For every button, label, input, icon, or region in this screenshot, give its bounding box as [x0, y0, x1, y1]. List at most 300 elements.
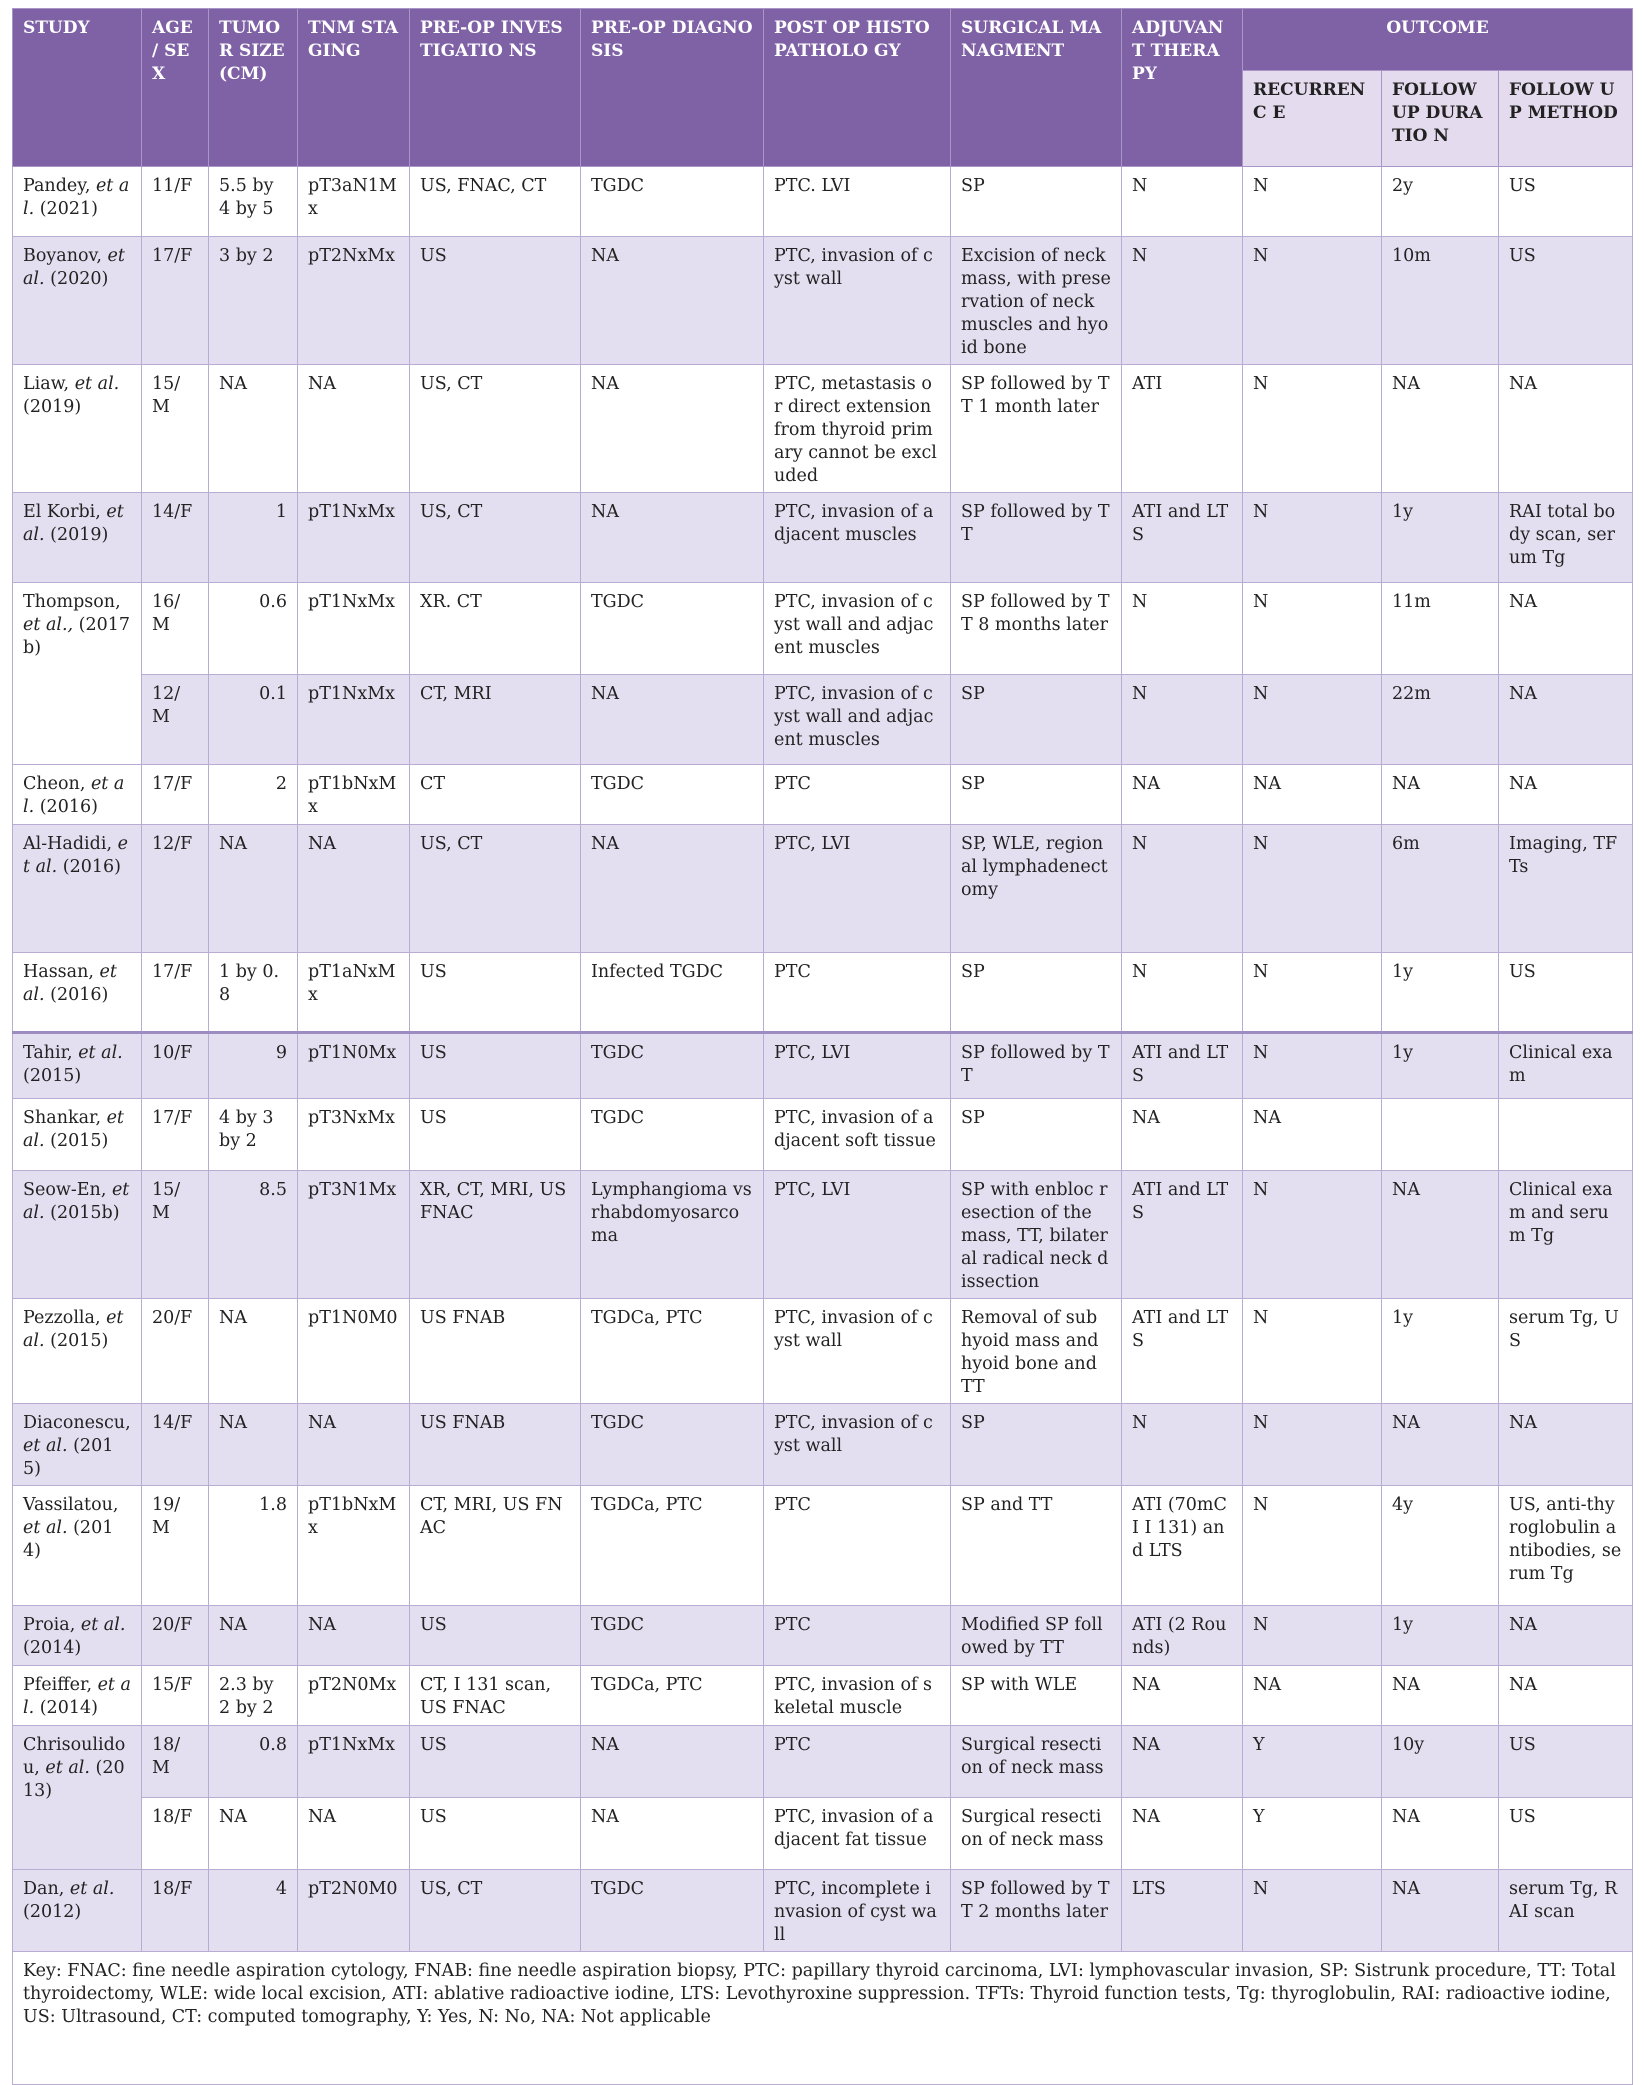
cell-preop-investigations: US, CT [410, 825, 581, 953]
cell-follow-up-method: NA [1499, 365, 1633, 493]
cell-study [13, 1404, 142, 1486]
study-author: Liaw, [23, 374, 75, 394]
cell-recurrence: N [1243, 583, 1382, 675]
study-et-al: et al. [23, 1675, 131, 1718]
cell-surgical-management: SP, WLE, regional lymphadenectomy [951, 825, 1122, 953]
cell-follow-up-method: US [1499, 237, 1633, 365]
cell-preop-investigations: US [410, 1033, 581, 1099]
cell-surgical-management: SP [951, 765, 1122, 825]
cell-follow-up-duration: 1y [1382, 953, 1499, 1033]
cell-surgical-management: SP [951, 167, 1122, 237]
table-row [13, 167, 1633, 237]
cell-follow-up-duration: 1y [1382, 1033, 1499, 1099]
cell-follow-up-duration: NA [1382, 1798, 1499, 1870]
cell-recurrence: N [1243, 493, 1382, 583]
cell-follow-up-method: US [1499, 1726, 1633, 1798]
cell-follow-up-method: serum Tg, US [1499, 1299, 1633, 1404]
cell-surgical-management: Surgical resection of neck mass [951, 1798, 1122, 1870]
cell-adjuvant-therapy: N [1122, 583, 1243, 675]
cell-tnm-staging: pT3aN1Mx [298, 167, 410, 237]
study-et-al: et al. [74, 374, 120, 394]
cell-age-sex: 18/F [142, 1798, 209, 1870]
cell-postop-histopathology: PTC, invasion of cyst wall [764, 237, 951, 365]
cell-tumor-size: 1 by 0.8 [209, 953, 298, 1033]
cell-preop-diagnosis: NA [581, 675, 764, 765]
cell-follow-up-duration: 4y [1382, 1486, 1499, 1606]
cell-adjuvant-therapy: ATI and LTS [1122, 1299, 1243, 1404]
cell-preop-investigations: US FNAB [410, 1404, 581, 1486]
cell-adjuvant-therapy: N [1122, 825, 1243, 953]
cell-tnm-staging: NA [298, 1798, 410, 1870]
cell-follow-up-method: US [1499, 167, 1633, 237]
study-author: Shankar, [23, 1108, 107, 1128]
cell-study [13, 167, 142, 237]
cell-age-sex: 14/F [142, 1404, 209, 1486]
cell-postop-histopathology: PTC. LVI [764, 167, 951, 237]
study-year: (2016) [34, 797, 98, 817]
cell-follow-up-method: serum Tg, RAI scan [1499, 1870, 1633, 1952]
cell-study [13, 1486, 142, 1606]
study-author: Thompson, [23, 592, 121, 612]
cell-adjuvant-therapy: N [1122, 1404, 1243, 1486]
study-year: (2015) [23, 1066, 82, 1086]
cell-tnm-staging: pT1NxMx [298, 493, 410, 583]
cell-postop-histopathology: PTC, invasion of cyst wall and adjacent muscles [764, 583, 951, 675]
cell-surgical-management: SP followed by TT 2 months later [951, 1870, 1122, 1952]
cell-tumor-size: NA [209, 365, 298, 493]
cell-surgical-management: SP [951, 675, 1122, 765]
cell-tnm-staging: NA [298, 1404, 410, 1486]
studies-table [12, 8, 1633, 2085]
cell-postop-histopathology: PTC, invasion of adjacent soft tissue [764, 1099, 951, 1171]
cell-recurrence: N [1243, 1486, 1382, 1606]
cell-age-sex: 20/F [142, 1299, 209, 1404]
cell-age-sex: 20/F [142, 1606, 209, 1666]
cell-postop-histopathology: PTC, invasion of cyst wall [764, 1404, 951, 1486]
header-tnm-staging: TNM STAGING [298, 9, 410, 167]
cell-recurrence: Y [1243, 1798, 1382, 1870]
cell-surgical-management: SP followed by TT 8 months later [951, 583, 1122, 675]
cell-follow-up-duration: 1y [1382, 1299, 1499, 1404]
cell-age-sex: 10/F [142, 1033, 209, 1099]
cell-preop-diagnosis: NA [581, 237, 764, 365]
cell-follow-up-method: Clinical exam and serum Tg [1499, 1171, 1633, 1299]
cell-age-sex: 19/ M [142, 1486, 209, 1606]
header-adjuvant-therapy: ADJUVAN T THERAPY [1122, 9, 1243, 167]
cell-study [13, 953, 142, 1033]
cell-study [13, 825, 142, 953]
study-et-al: et al. [23, 1308, 124, 1351]
study-year: (2016) [57, 857, 121, 877]
cell-postop-histopathology: PTC [764, 1486, 951, 1606]
cell-tnm-staging: NA [298, 365, 410, 493]
cell-recurrence: N [1243, 365, 1382, 493]
cell-study [13, 1033, 142, 1099]
cell-tnm-staging: pT2N0Mx [298, 1666, 410, 1726]
cell-postop-histopathology: PTC, incomplete invasion of cyst wall [764, 1870, 951, 1952]
study-et-al: et al. [80, 1615, 126, 1635]
cell-age-sex: 18/ M [142, 1726, 209, 1798]
cell-preop-diagnosis: TGDC [581, 1870, 764, 1952]
table-row [13, 493, 1633, 583]
cell-postop-histopathology: PTC, invasion of cyst wall and adjacent muscles [764, 675, 951, 765]
cell-preop-diagnosis: TGDC [581, 1099, 764, 1171]
cell-follow-up-duration: 2y [1382, 167, 1499, 237]
study-et-al: et al. [23, 1108, 124, 1151]
cell-adjuvant-therapy: N [1122, 167, 1243, 237]
cell-adjuvant-therapy: ATI and LTS [1122, 1171, 1243, 1299]
cell-adjuvant-therapy: NA [1122, 1726, 1243, 1798]
cell-study [13, 1299, 142, 1404]
cell-tnm-staging: pT1N0M0 [298, 1299, 410, 1404]
study-author: Pezzolla, [23, 1308, 107, 1328]
cell-adjuvant-therapy: LTS [1122, 1870, 1243, 1952]
study-year: (2021) [34, 199, 98, 219]
cell-preop-investigations: US [410, 1798, 581, 1870]
cell-follow-up-method: NA [1499, 1404, 1633, 1486]
cell-preop-diagnosis: TGDCa, PTC [581, 1666, 764, 1726]
header-study: STUDY [13, 9, 142, 167]
cell-postop-histopathology: PTC, LVI [764, 825, 951, 953]
cell-surgical-management: SP [951, 1099, 1122, 1171]
study-author: Hassan, [23, 962, 100, 982]
cell-study [13, 1606, 142, 1666]
study-year: (2015) [44, 1131, 109, 1151]
study-year: (2014) [23, 1518, 114, 1561]
cell-recurrence: NA [1243, 1099, 1382, 1171]
cell-age-sex: 12/F [142, 825, 209, 953]
cell-recurrence: N [1243, 1299, 1382, 1404]
study-year: (2020) [44, 269, 109, 289]
cell-age-sex: 15/F [142, 1666, 209, 1726]
cell-tnm-staging: pT3N1Mx [298, 1171, 410, 1299]
cell-study [13, 583, 142, 765]
cell-tumor-size: 5.5 by 4 by 5 [209, 167, 298, 237]
study-year: (2017b) [23, 615, 131, 658]
table-row [13, 1486, 1633, 1606]
cell-tnm-staging: pT3NxMx [298, 1099, 410, 1171]
cell-preop-investigations: XR, CT, MRI, US FNAC [410, 1171, 581, 1299]
header-postop-histopathology: POST OP HISTOPATHOLO GY [764, 9, 951, 167]
cell-preop-investigations: US [410, 237, 581, 365]
cell-adjuvant-therapy: ATI [1122, 365, 1243, 493]
cell-preop-diagnosis: Lymphangioma vs rhabdomyosarcoma [581, 1171, 764, 1299]
study-et-al: et al. [23, 1180, 130, 1223]
study-et-al: et al. [23, 1436, 68, 1456]
cell-follow-up-method [1499, 1099, 1633, 1171]
table-row [13, 953, 1633, 1033]
cell-surgical-management: Removal of sub hyoid mass and hyoid bone and TT [951, 1299, 1122, 1404]
cell-preop-diagnosis: TGDCa, PTC [581, 1299, 764, 1404]
table-row [13, 1299, 1633, 1404]
study-author: Boyanov, [23, 246, 108, 266]
cell-tumor-size: 2 [209, 765, 298, 825]
cell-recurrence: Y [1243, 1726, 1382, 1798]
cell-tumor-size: 4 by 3 by 2 [209, 1099, 298, 1171]
table-row [13, 1798, 1633, 1870]
study-et-al: et al., [23, 615, 74, 635]
cell-study [13, 1726, 142, 1870]
table-key-row [13, 1952, 1633, 2085]
cell-adjuvant-therapy: NA [1122, 1798, 1243, 1870]
cell-tumor-size: NA [209, 825, 298, 953]
cell-follow-up-method: NA [1499, 1606, 1633, 1666]
cell-study [13, 1666, 142, 1726]
study-author: Proia, [23, 1615, 81, 1635]
cell-follow-up-duration: 22m [1382, 675, 1499, 765]
cell-age-sex: 17/F [142, 1099, 209, 1171]
cell-tumor-size: 0.1 [209, 675, 298, 765]
table-row [13, 237, 1633, 365]
header-outcome: OUTCOME [1243, 9, 1633, 71]
cell-tnm-staging: NA [298, 825, 410, 953]
cell-recurrence: N [1243, 825, 1382, 953]
cell-tnm-staging: pT1NxMx [298, 675, 410, 765]
study-year: (2016) [44, 985, 109, 1005]
study-et-al: et al. [78, 1043, 123, 1063]
header-preop-diagnosis: PRE-OP DIAGNOSIS [581, 9, 764, 167]
cell-preop-investigations: US [410, 953, 581, 1033]
cell-age-sex: 15/ M [142, 1171, 209, 1299]
cell-preop-investigations: XR. CT [410, 583, 581, 675]
cell-tnm-staging: pT1N0Mx [298, 1033, 410, 1099]
cell-recurrence: N [1243, 237, 1382, 365]
cell-follow-up-method: US, anti-thyroglobulin antibodies, serum Tg [1499, 1486, 1633, 1606]
cell-tnm-staging: NA [298, 1606, 410, 1666]
study-et-al: et al. [23, 962, 117, 1005]
table-row [13, 1726, 1633, 1798]
cell-age-sex: 11/F [142, 167, 209, 237]
cell-tnm-staging: pT2NxMx [298, 237, 410, 365]
cell-preop-diagnosis: NA [581, 825, 764, 953]
study-author: Seow-En, [23, 1180, 112, 1200]
cell-study [13, 1171, 142, 1299]
study-author: Vassilatou, [23, 1495, 119, 1515]
cell-preop-diagnosis: TGDC [581, 1033, 764, 1099]
cell-preop-investigations: CT, I 131 scan, US FNAC [410, 1666, 581, 1726]
cell-preop-investigations: CT, MRI, US FNAC [410, 1486, 581, 1606]
cell-preop-investigations: CT [410, 765, 581, 825]
cell-preop-investigations: CT, MRI [410, 675, 581, 765]
cell-preop-investigations: US FNAB [410, 1299, 581, 1404]
cell-follow-up-method: US [1499, 1798, 1633, 1870]
cell-adjuvant-therapy: NA [1122, 1666, 1243, 1726]
cell-follow-up-duration: NA [1382, 1404, 1499, 1486]
cell-preop-diagnosis: TGDC [581, 1404, 764, 1486]
cell-follow-up-duration: 10y [1382, 1726, 1499, 1798]
table-row [13, 1870, 1633, 1952]
cell-preop-investigations: US, CT [410, 493, 581, 583]
cell-adjuvant-therapy: NA [1122, 765, 1243, 825]
header-recurrence: RECURRENC E [1243, 71, 1382, 167]
cell-tnm-staging: pT1bNxMx [298, 765, 410, 825]
cell-surgical-management: SP with enbloc resection of the mass, TT, bilateral radical neck dissection [951, 1171, 1122, 1299]
study-year: (2019) [23, 397, 82, 417]
cell-follow-up-duration: 1y [1382, 493, 1499, 583]
cell-postop-histopathology: PTC, LVI [764, 1033, 951, 1099]
cell-preop-diagnosis: TGDCa, PTC [581, 1486, 764, 1606]
cell-follow-up-duration: NA [1382, 365, 1499, 493]
study-author: El Korbi, [23, 502, 107, 522]
cell-adjuvant-therapy: N [1122, 953, 1243, 1033]
cell-tnm-staging: pT1NxMx [298, 583, 410, 675]
cell-recurrence: NA [1243, 1666, 1382, 1726]
cell-preop-diagnosis: TGDC [581, 1606, 764, 1666]
cell-postop-histopathology: PTC, metastasis or direct extension from thyroid primary cannot be excluded [764, 365, 951, 493]
cell-follow-up-method: RAI total body scan, serum Tg [1499, 493, 1633, 583]
study-author: Pfeiffer, [23, 1675, 98, 1695]
cell-follow-up-duration: NA [1382, 1171, 1499, 1299]
cell-age-sex: 12/ M [142, 675, 209, 765]
study-year: (2015b) [44, 1203, 120, 1223]
cell-tnm-staging: pT1NxMx [298, 1726, 410, 1798]
cell-adjuvant-therapy: N [1122, 237, 1243, 365]
cell-tumor-size: 9 [209, 1033, 298, 1099]
cell-adjuvant-therapy: ATI (2 Rounds) [1122, 1606, 1243, 1666]
table-row [13, 1099, 1633, 1171]
study-author: Al-Hadidi, [23, 834, 118, 854]
header-follow-up-duration: FOLLOW UP DURATIO N [1382, 71, 1499, 167]
cell-age-sex: 14/F [142, 493, 209, 583]
cell-age-sex: 15/ M [142, 365, 209, 493]
cell-follow-up-method: NA [1499, 765, 1633, 825]
cell-surgical-management: SP followed by TT 1 month later [951, 365, 1122, 493]
cell-postop-histopathology: PTC [764, 1726, 951, 1798]
studies-table-container [12, 8, 1632, 2085]
cell-recurrence: N [1243, 1606, 1382, 1666]
cell-surgical-management: SP followed by TT [951, 1033, 1122, 1099]
cell-recurrence: N [1243, 1870, 1382, 1952]
cell-postop-histopathology: PTC, invasion of adjacent fat tissue [764, 1798, 951, 1870]
cell-preop-diagnosis: TGDC [581, 765, 764, 825]
study-author: Tahir, [23, 1043, 79, 1063]
cell-preop-investigations: US [410, 1726, 581, 1798]
cell-recurrence: NA [1243, 765, 1382, 825]
cell-age-sex: 17/F [142, 765, 209, 825]
study-author: Diaconescu, [23, 1413, 131, 1433]
cell-follow-up-method: NA [1499, 583, 1633, 675]
study-et-al: et al. [23, 774, 125, 817]
table-row [13, 1033, 1633, 1099]
study-et-al: et al. [23, 502, 124, 545]
cell-preop-diagnosis: Infected TGDC [581, 953, 764, 1033]
header-preop-investigations: PRE-OP INVESTIGATIO NS [410, 9, 581, 167]
cell-follow-up-method: NA [1499, 675, 1633, 765]
table-row [13, 1404, 1633, 1486]
cell-tnm-staging: pT1aNxMx [298, 953, 410, 1033]
cell-tumor-size: 1.8 [209, 1486, 298, 1606]
header-age-sex: AGE / SEX [142, 9, 209, 167]
cell-postop-histopathology: PTC [764, 1606, 951, 1666]
cell-age-sex: 16/ M [142, 583, 209, 675]
cell-recurrence: N [1243, 953, 1382, 1033]
table-row [13, 675, 1633, 765]
cell-preop-diagnosis: NA [581, 365, 764, 493]
cell-study [13, 1099, 142, 1171]
cell-tumor-size: NA [209, 1798, 298, 1870]
cell-preop-investigations: US [410, 1099, 581, 1171]
cell-follow-up-method: NA [1499, 1666, 1633, 1726]
cell-postop-histopathology: PTC, invasion of cyst wall [764, 1299, 951, 1404]
cell-surgical-management: Excision of neck mass, with preservation of neck muscles and hyoid bone [951, 237, 1122, 365]
cell-recurrence: N [1243, 675, 1382, 765]
cell-preop-diagnosis: TGDC [581, 167, 764, 237]
cell-age-sex: 17/F [142, 237, 209, 365]
table-row [13, 1606, 1633, 1666]
cell-follow-up-method: US [1499, 953, 1633, 1033]
cell-preop-investigations: US [410, 1606, 581, 1666]
study-year: (2013) [23, 1758, 125, 1801]
cell-follow-up-duration: NA [1382, 1870, 1499, 1952]
table-row [13, 765, 1633, 825]
study-author: Dan, [23, 1879, 70, 1899]
cell-preop-diagnosis: NA [581, 1798, 764, 1870]
cell-postop-histopathology: PTC [764, 765, 951, 825]
cell-recurrence: N [1243, 167, 1382, 237]
study-et-al: et al. [23, 1518, 68, 1538]
cell-preop-investigations: US, CT [410, 365, 581, 493]
study-year: (2015) [44, 1331, 109, 1351]
cell-preop-investigations: US, FNAC, CT [410, 167, 581, 237]
cell-study [13, 237, 142, 365]
study-et-al: et al. [23, 176, 130, 219]
cell-tumor-size: 1 [209, 493, 298, 583]
cell-preop-investigations: US, CT [410, 1870, 581, 1952]
cell-surgical-management: SP with WLE [951, 1666, 1122, 1726]
cell-follow-up-duration: NA [1382, 1666, 1499, 1726]
table-row [13, 825, 1633, 953]
cell-follow-up-duration: 11m [1382, 583, 1499, 675]
study-et-al: et al. [23, 246, 125, 289]
cell-postop-histopathology: PTC, invasion of adjacent muscles [764, 493, 951, 583]
cell-follow-up-duration: 10m [1382, 237, 1499, 365]
header-follow-up-method: FOLLOW UP METHOD [1499, 71, 1633, 167]
abbreviation-key: Key: FNAC: fine needle aspiration cytology, FNAB: fine needle aspiration biopsy, PTC: papillary thyroid carcinoma, LVI: lymphovascular invasion, SP: Sistrunk procedure, TT: Total thyroidectomy, WLE: wide local excision, ATI: ablative radioactive iodine, LTS: Levothyroxine suppression. TFTs: Thyroid function tests, Tg: thyroglobulin, RAI: radioactive iodine, US: Ultrasound, CT: computed tomography, Y: Yes, N: No, NA: Not applicable [13, 1952, 1633, 2085]
cell-postop-histopathology: PTC, invasion of skeletal muscle [764, 1666, 951, 1726]
study-author: Chrisoulidou, [23, 1735, 126, 1778]
cell-tumor-size: 0.8 [209, 1726, 298, 1798]
table-row [13, 583, 1633, 675]
cell-surgical-management: Surgical resection of neck mass [951, 1726, 1122, 1798]
cell-adjuvant-therapy: ATI and LTS [1122, 493, 1243, 583]
cell-surgical-management: Modified SP followed by TT [951, 1606, 1122, 1666]
cell-age-sex: 17/F [142, 953, 209, 1033]
cell-follow-up-duration [1382, 1099, 1499, 1171]
study-et-al: et al. [69, 1879, 115, 1899]
cell-tumor-size: 0.6 [209, 583, 298, 675]
cell-postop-histopathology: PTC [764, 953, 951, 1033]
cell-preop-diagnosis: NA [581, 493, 764, 583]
cell-tumor-size: NA [209, 1299, 298, 1404]
cell-study [13, 1870, 142, 1952]
cell-recurrence: N [1243, 1033, 1382, 1099]
cell-tumor-size: 8.5 [209, 1171, 298, 1299]
cell-study [13, 765, 142, 825]
cell-follow-up-method: Imaging, TFTs [1499, 825, 1633, 953]
study-year: (2019) [44, 525, 109, 545]
study-year: (2014) [34, 1698, 98, 1718]
cell-tumor-size: 2.3 by 2 by 2 [209, 1666, 298, 1726]
table-body [13, 167, 1633, 2085]
cell-recurrence: N [1243, 1404, 1382, 1486]
study-year: (2012) [23, 1902, 82, 1922]
study-et-al: et al. [45, 1758, 90, 1778]
cell-follow-up-method: Clinical exam [1499, 1033, 1633, 1099]
study-author: Pandey, [23, 176, 96, 196]
cell-tnm-staging: pT1bNxMx [298, 1486, 410, 1606]
table-header [13, 9, 1633, 167]
cell-postop-histopathology: PTC, LVI [764, 1171, 951, 1299]
